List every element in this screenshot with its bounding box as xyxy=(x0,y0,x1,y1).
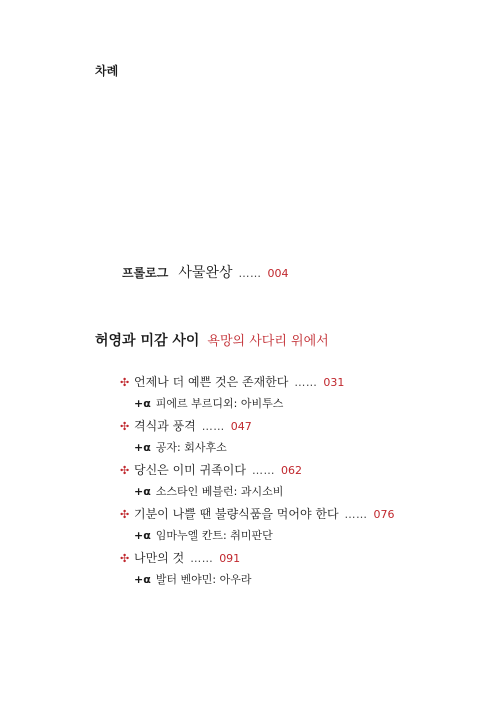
supplement-title: 발터 벤야민: 아우라 xyxy=(155,573,252,586)
chapter-entry[interactable] xyxy=(120,505,480,527)
chapter-supplement[interactable] xyxy=(120,527,480,549)
chapter-supplement[interactable] xyxy=(120,395,480,417)
page-number: 004 xyxy=(267,267,289,280)
ornament-bullet-icon: ✣ xyxy=(120,552,130,565)
chapter-title: 나만의 것 xyxy=(134,551,185,565)
chapter-list xyxy=(120,373,480,593)
page-number: 031 xyxy=(323,376,345,389)
prologue-label: 프롤로그 xyxy=(122,266,169,280)
chapter-entry[interactable] xyxy=(120,417,480,439)
ornament-bullet-icon: ✣ xyxy=(120,376,130,389)
chapter-entry[interactable] xyxy=(120,373,480,395)
chapter-title: 기분이 나쁠 땐 불량식품을 먹어야 한다 xyxy=(134,507,339,521)
leader-dots: …… xyxy=(201,420,225,433)
ornament-bullet-icon: ✣ xyxy=(120,508,130,521)
plus-alpha-label: +α xyxy=(134,441,151,454)
chapter-title: 언제나 더 예쁜 것은 존재한다 xyxy=(134,375,289,389)
leader-dots: …… xyxy=(344,508,368,521)
plus-alpha-label: +α xyxy=(134,485,151,498)
chapter-supplement[interactable] xyxy=(120,439,480,461)
page-number: 047 xyxy=(230,420,252,433)
ornament-bullet-icon: ✣ xyxy=(120,420,130,433)
chapter-entry[interactable] xyxy=(120,549,480,571)
plus-alpha-label: +α xyxy=(134,573,151,586)
plus-alpha-label: +α xyxy=(134,397,151,410)
part-subtitle: 욕망의 사다리 위에서 xyxy=(207,334,329,349)
page-number: 076 xyxy=(373,508,395,521)
chapter-supplement[interactable] xyxy=(120,483,480,505)
prologue-entry[interactable] xyxy=(122,262,288,282)
supplement-title: 피에르 부르디외: 아비투스 xyxy=(155,397,284,410)
chapter-title: 격식과 풍격 xyxy=(134,419,196,433)
page-number: 062 xyxy=(280,464,302,477)
leader-dots: …… xyxy=(251,464,275,477)
leader-dots: …… xyxy=(294,376,318,389)
supplement-title: 소스타인 베블런: 과시소비 xyxy=(155,485,284,498)
ornament-bullet-icon: ✣ xyxy=(120,464,130,477)
leader-dots: …… xyxy=(190,552,214,565)
part-title: 허영과 미감 사이 xyxy=(95,333,200,349)
chapter-entry[interactable] xyxy=(120,461,480,483)
supplement-title: 공자: 회사후소 xyxy=(155,441,227,454)
page-label: 차례 xyxy=(95,64,119,78)
prologue-title: 사물완상 xyxy=(178,265,233,281)
page-number: 091 xyxy=(219,552,241,565)
chapter-title: 당신은 이미 귀족이다 xyxy=(134,463,246,477)
supplement-title: 임마누엘 칸트: 취미판단 xyxy=(155,529,273,542)
plus-alpha-label: +α xyxy=(134,529,151,542)
chapter-supplement[interactable] xyxy=(120,571,480,593)
part-heading xyxy=(95,330,329,350)
leader-dots: …… xyxy=(238,267,262,280)
